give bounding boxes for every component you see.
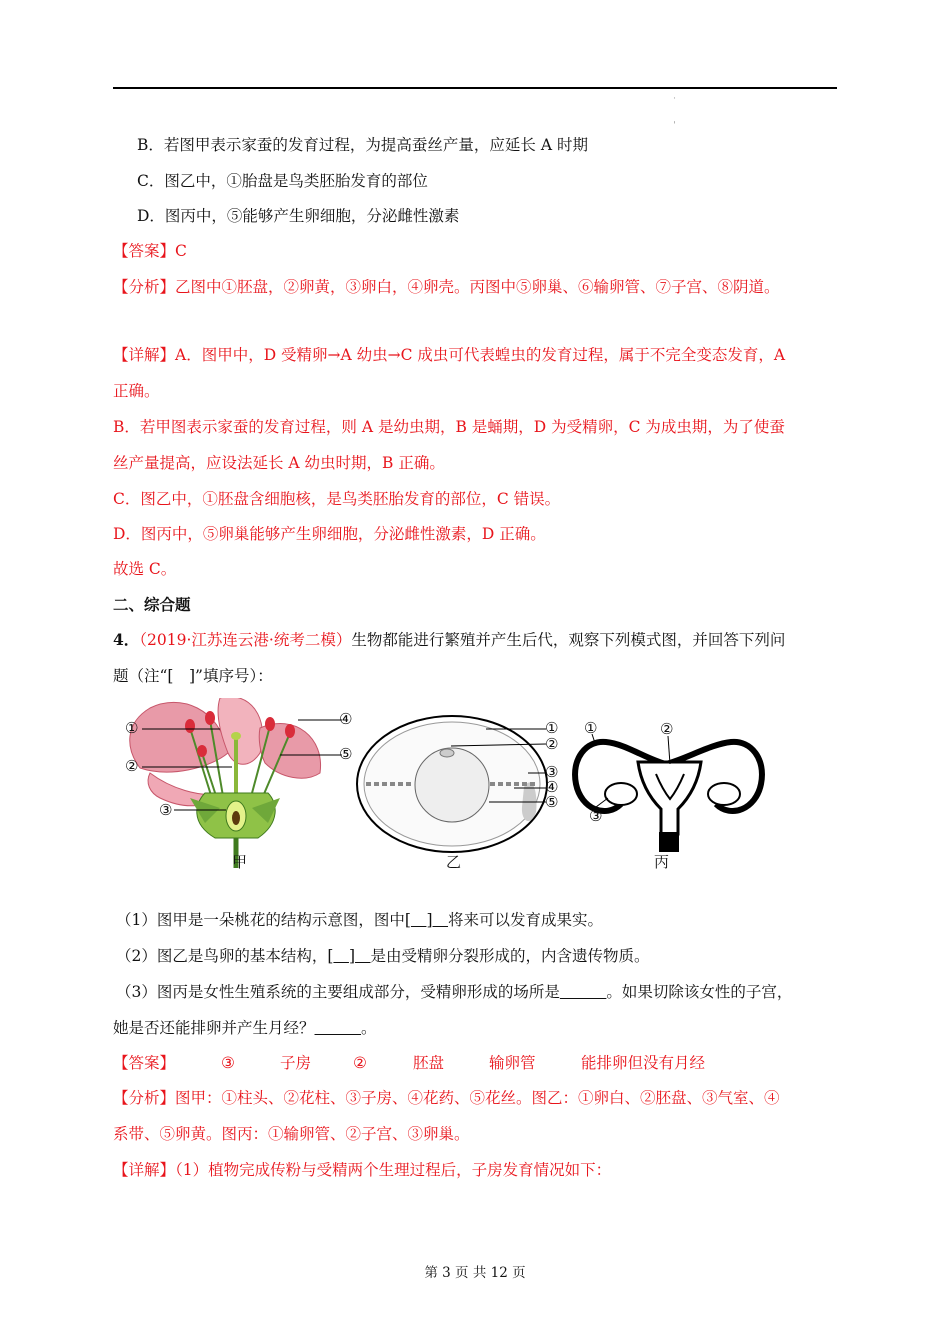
option-d: D．图丙中，⑤能够产生卵细胞，分泌雌性激素 [137,207,460,225]
egg-label-3: ③ [545,763,559,781]
egg-diagram [356,712,566,862]
sub1-text: （1）图甲是一朵桃花的结构示意图，图中[ [116,911,411,929]
question-number: 4． [113,630,140,649]
sub-question-3-line2 [113,1017,377,1039]
germinal-disc [440,749,454,757]
left-ovary [605,783,637,805]
sub3-text: （3）图丙是女性生殖系统的主要组成部分，受精卵形成的场所是 [116,983,560,1001]
answer-tag: 【答案】 [113,1054,176,1072]
detail-b-line2: 丝产量提高，应设法延长 A 幼虫时期，B 正确。 [113,454,445,472]
page-footer: 第 3 页 共 12 页 [424,1265,526,1281]
sub2-text: （2）图乙是鸟卵的基本结构，[ [116,947,334,965]
figure-caption-bing: 丙 [654,853,670,871]
detail-a-line1: 【详解】A．图甲中，D 受精卵→A 幼虫→C 成虫可代表蝗虫的发育过程，属于不完全变态发育，A [113,346,786,364]
sub3-blank-2 [315,1019,362,1037]
sub3-text-3: 她是否还能排卵并产生月经？ [113,1019,315,1037]
flower-label-5: ⑤ [339,745,353,763]
sub1-text-2: 将来可以发育成果实。 [448,911,604,929]
egg-label-2: ② [545,735,559,753]
sub1-blank [411,911,427,929]
sub-question-2 [116,945,650,967]
question-text: 生物都能进行繁殖并产生后代，观察下列模式图，并回答下列问 [351,631,786,649]
ovule [232,811,240,825]
sub-question-1 [116,909,603,931]
sub2-blank-2 [355,947,371,965]
detail-c: C．图乙中，①胚盘含细胞核，是鸟类胚胎发育的部位，C 错误。 [113,490,561,508]
detail-d: D．图丙中，⑤卵巢能够产生卵细胞，分泌雌性激素，D 正确。 [113,525,546,543]
answer-item-6: 能排卵但没有月经 [581,1054,706,1072]
flower-label-2: ② [125,757,139,775]
flower-label-1: ① [125,719,139,737]
section-title: 二、综合题 [113,595,191,614]
sub2-blank [333,947,349,965]
analysis-1: 【分析】乙图中①胚盘，②卵黄，③卵白，④卵壳。丙图中⑤卵巢、⑥输卵管、⑦子宫、⑧阴道。 [113,278,780,296]
detail-b-line1: B．若甲图表示家蚕的发育过程，则 A 是幼虫期，B 是蛹期，D 为受精卵，C 为成虫期，为了使蚕 [113,418,785,436]
question-4-line2: 题（注“[ ]”填序号）： [113,667,273,685]
question-source: （2019·江苏连云港·统考二模） [139,631,352,649]
sub3-text-4: 。 [361,1019,377,1037]
uterus-label-2: ② [660,720,674,738]
question-4-line1 [113,629,785,651]
flower-diagram [120,698,360,868]
sub-question-3-line1 [116,981,792,1003]
uterus-label-1: ① [584,719,598,737]
answer-item-2: 子房 [280,1054,312,1072]
figure-caption-yi: 乙 [446,853,462,871]
sub1-bracket: ] [426,911,433,929]
sub1-blank-2 [433,911,449,929]
egg-label-1: ① [545,719,559,737]
detail-2: 【详解】（1）植物完成传粉与受精两个生理过程后，子房发育情况如下： [113,1161,612,1179]
answer-1: 【答案】C [113,242,187,260]
answer-item-4: 胚盘 [413,1054,445,1072]
answer-item-3: ② [353,1054,367,1072]
answer-item-5: 输卵管 [489,1054,536,1072]
detail-a-line2: 正确。 [113,382,160,400]
figure-caption-jia: 甲 [232,853,248,871]
option-c: C．图乙中，①胎盘是鸟类胚胎发育的部位 [137,172,428,190]
stigma [231,732,241,740]
analysis-2-line1: 【分析】图甲：①柱头、②花柱、③子房、④花药、⑤花丝。图乙：①卵白、②胚盘、③气室、④ [113,1089,780,1107]
header-rule [113,87,837,89]
vagina [659,832,679,852]
header-mark: ˌ [673,114,676,125]
answer-item-1: ③ [221,1054,235,1072]
sub2-bracket: ] [348,947,355,965]
egg-label-4: ④ [545,778,559,796]
analysis-2-line2: 系带、⑤卵黄。图丙：①输卵管、②子宫、③卵巢。 [113,1125,470,1143]
uterus-label-3: ③ [589,807,603,825]
sub2-text-2: 是由受精卵分裂形成的，内含遗传物质。 [370,947,650,965]
header-mark: ˙ [672,97,677,108]
sub3-text-2: 。如果切除该女性的子宫， [606,983,793,1001]
choose-answer: 故选 C。 [113,560,177,578]
flower-label-3: ③ [159,801,173,819]
right-ovary [708,783,740,805]
uterus-diagram [566,724,786,854]
yolk [415,748,489,822]
option-b: B．若图甲表示家蚕的发育过程，为提高蚕丝产量，应延长 A 时期 [137,136,588,154]
flower-petals [130,698,321,806]
flower-label-4: ④ [339,710,353,728]
sub3-blank [560,983,607,1001]
answer-2 [113,1052,705,1074]
egg-label-5: ⑤ [545,793,559,811]
